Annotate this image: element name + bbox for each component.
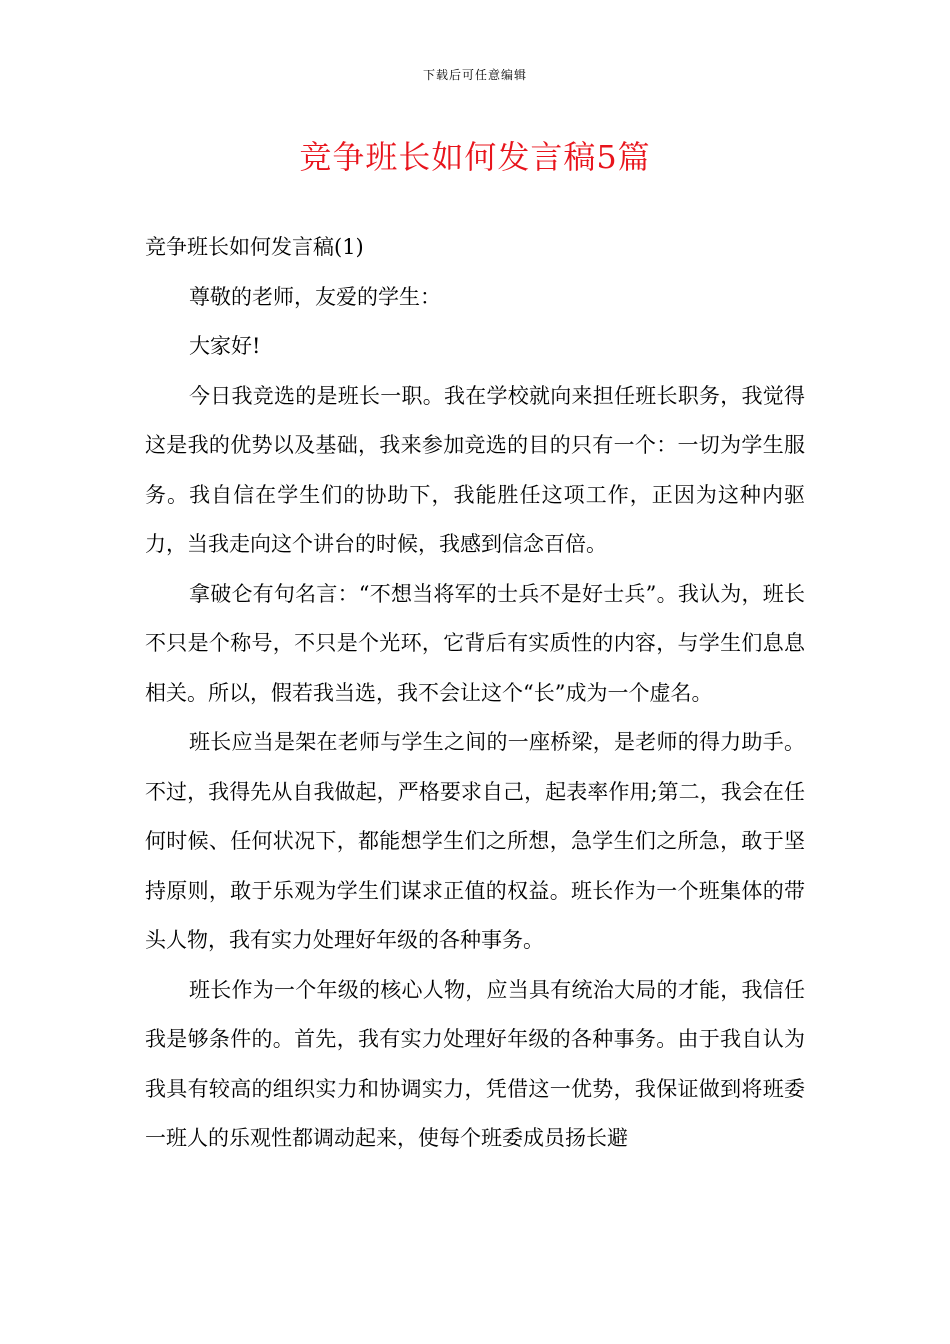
document-title: 竞争班长如何发言稿5篇: [299, 138, 651, 176]
paragraph-greeting: 大家好!: [189, 334, 261, 358]
paragraph: 拿破仑有句名言：“不想当将军的士兵不是好士兵”。我认为，班长不只是个称号，不只是个光环，它背后有实质性的内容，与学生们息息相关。所以，假若我当选，我不会让这个“长”成为一个虚名。: [145, 581, 805, 705]
header-note: 下载后可任意编辑: [422, 68, 527, 82]
paragraph: 今日我竞选的是班长一职。我在学校就向来担任班长职务，我觉得这是我的优势以及基础，我来参加竞选的目的只有一个：一切为学生服务。我自信在学生们的协助下，我能胜任这项工作，正因为这种内驱力，当我走向这个讲台的时候，我感到信念百倍。: [145, 383, 805, 556]
section-subtitle: 竞争班长如何发言稿(1): [145, 235, 364, 259]
paragraph: 班长应当是架在老师与学生之间的一座桥梁，是老师的得力助手。不过，我得先从自我做起，严格要求自己，起表率作用;第二，我会在任何时候、任何状况下，都能想学生们之所想，急学生们之所急，敢于坚持原则，敢于乐观为学生们谋求正值的权益。班长作为一个班集体的带头人物，我有实力处理好年级的各种事务。: [145, 730, 805, 952]
document-body: [145, 223, 805, 1164]
paragraph: 班长作为一个年级的核心人物，应当具有统治大局的才能，我信任我是够条件的。首先，我有实力处理好年级的各种事务。由于我自认为我具有较高的组织实力和协调实力，凭借这一优势，我保证做到将班委一班人的乐观性都调动起来，使每个班委成员扬长避: [145, 977, 805, 1150]
paragraph-salutation: 尊敬的老师，友爱的学生：: [189, 284, 441, 309]
